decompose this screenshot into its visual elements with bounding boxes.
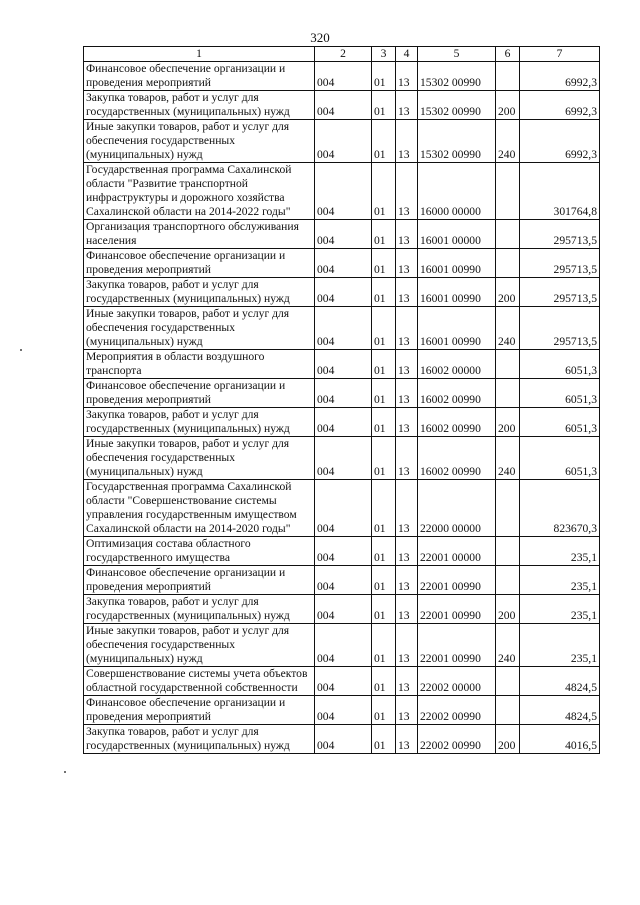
row-section: 01 [372,624,396,667]
row-expense-type: 200 [496,595,520,624]
column-header: 4 [396,47,418,62]
row-expense-type [496,566,520,595]
row-amount: 6992,3 [520,120,600,163]
row-description: Финансовое обеспечение организации и проведения мероприятий [84,566,315,595]
row-expense-type: 200 [496,408,520,437]
row-target-article: 22002 00990 [418,725,496,754]
table-row [84,408,600,437]
row-amount: 6051,3 [520,437,600,480]
row-amount: 235,1 [520,537,600,566]
row-expense-type: 200 [496,725,520,754]
row-subsection: 13 [396,91,418,120]
row-section: 01 [372,667,396,696]
row-amount: 235,1 [520,595,600,624]
table-row [84,566,600,595]
row-ministry-code: 004 [315,91,372,120]
row-subsection: 13 [396,725,418,754]
row-amount: 295713,5 [520,307,600,350]
row-section: 01 [372,278,396,307]
row-description: Закупка товаров, работ и услуг для государственных (муниципальных) нужд [84,91,315,120]
row-ministry-code: 004 [315,379,372,408]
row-expense-type [496,163,520,220]
row-section: 01 [372,566,396,595]
table-header-row [84,47,600,62]
row-amount: 4824,5 [520,696,600,725]
row-subsection: 13 [396,379,418,408]
row-ministry-code: 004 [315,480,372,537]
table-row [84,595,600,624]
row-section: 01 [372,725,396,754]
row-amount: 6051,3 [520,350,600,379]
row-amount: 6992,3 [520,62,600,91]
row-expense-type [496,220,520,249]
table-row [84,624,600,667]
table-row [84,437,600,480]
page-number: 320 [310,30,330,45]
row-target-article: 15302 00990 [418,62,496,91]
column-header: 2 [315,47,372,62]
row-description: Финансовое обеспечение организации и проведения мероприятий [84,62,315,91]
table-row [84,120,600,163]
row-expense-type [496,480,520,537]
row-section: 01 [372,120,396,163]
row-ministry-code: 004 [315,307,372,350]
row-ministry-code: 004 [315,220,372,249]
row-subsection: 13 [396,249,418,278]
table-row [84,667,600,696]
row-description: Иные закупки товаров, работ и услуг для обеспечения государственных (муниципальных) нужд [84,437,315,480]
row-amount: 4824,5 [520,667,600,696]
row-description: Финансовое обеспечение организации и проведения мероприятий [84,249,315,278]
row-ministry-code: 004 [315,408,372,437]
row-target-article: 22000 00000 [418,480,496,537]
row-section: 01 [372,249,396,278]
row-ministry-code: 004 [315,278,372,307]
row-section: 01 [372,696,396,725]
row-subsection: 13 [396,537,418,566]
row-amount: 4016,5 [520,725,600,754]
table-row [84,725,600,754]
row-amount: 235,1 [520,624,600,667]
row-expense-type: 240 [496,307,520,350]
table-body [84,62,600,754]
row-ministry-code: 004 [315,350,372,379]
table-row [84,307,600,350]
row-target-article: 22002 00990 [418,696,496,725]
row-amount: 295713,5 [520,278,600,307]
row-ministry-code: 004 [315,595,372,624]
row-section: 01 [372,595,396,624]
row-amount: 295713,5 [520,249,600,278]
table-row [84,480,600,537]
row-description: Закупка товаров, работ и услуг для государственных (муниципальных) нужд [84,278,315,307]
row-subsection: 13 [396,437,418,480]
row-description: Совершенствование системы учета объектов областной государственной собственности [84,667,315,696]
row-ministry-code: 004 [315,725,372,754]
row-section: 01 [372,480,396,537]
row-subsection: 13 [396,62,418,91]
row-target-article: 15302 00990 [418,120,496,163]
column-header: 7 [520,47,600,62]
row-section: 01 [372,350,396,379]
row-ministry-code: 004 [315,120,372,163]
row-expense-type [496,249,520,278]
column-header: 1 [84,47,315,62]
row-ministry-code: 004 [315,62,372,91]
row-subsection: 13 [396,624,418,667]
row-amount: 6051,3 [520,408,600,437]
row-description: Закупка товаров, работ и услуг для государственных (муниципальных) нужд [84,725,315,754]
row-ministry-code: 004 [315,667,372,696]
row-description: Иные закупки товаров, работ и услуг для обеспечения государственных (муниципальных) нужд [84,624,315,667]
row-description: Закупка товаров, работ и услуг для государственных (муниципальных) нужд [84,595,315,624]
column-header: 6 [496,47,520,62]
row-target-article: 22001 00990 [418,595,496,624]
row-section: 01 [372,537,396,566]
row-target-article: 22002 00000 [418,667,496,696]
row-section: 01 [372,437,396,480]
row-target-article: 15302 00990 [418,91,496,120]
row-description: Иные закупки товаров, работ и услуг для обеспечения государственных (муниципальных) нужд [84,120,315,163]
row-expense-type: 240 [496,437,520,480]
row-ministry-code: 004 [315,566,372,595]
row-section: 01 [372,408,396,437]
row-section: 01 [372,379,396,408]
row-target-article: 16002 00000 [418,350,496,379]
table-row [84,696,600,725]
row-amount: 295713,5 [520,220,600,249]
row-expense-type: 240 [496,624,520,667]
row-expense-type: 200 [496,91,520,120]
row-subsection: 13 [396,350,418,379]
row-target-article: 16000 00000 [418,163,496,220]
row-subsection: 13 [396,307,418,350]
row-description: Закупка товаров, работ и услуг для государственных (муниципальных) нужд [84,408,315,437]
row-section: 01 [372,163,396,220]
row-amount: 6992,3 [520,91,600,120]
table-row [84,163,600,220]
row-expense-type [496,379,520,408]
row-description: Мероприятия в области воздушного транспорта [84,350,315,379]
row-description: Государственная программа Сахалинской области "Совершенствование системы управления государственным имуществом Сахалинской области на 2014-2020 годы" [84,480,315,537]
row-section: 01 [372,220,396,249]
budget-table [83,46,600,754]
row-target-article: 16002 00990 [418,408,496,437]
scan-speck [64,771,66,773]
row-subsection: 13 [396,278,418,307]
column-header: 5 [418,47,496,62]
row-description: Оптимизация состава областного государственного имущества [84,537,315,566]
row-amount: 235,1 [520,566,600,595]
row-subsection: 13 [396,480,418,537]
row-ministry-code: 004 [315,163,372,220]
row-expense-type [496,537,520,566]
row-ministry-code: 004 [315,624,372,667]
table-row [84,537,600,566]
row-description: Организация транспортного обслуживания населения [84,220,315,249]
row-subsection: 13 [396,566,418,595]
row-description: Государственная программа Сахалинской области "Развитие транспортной инфраструктуры и дорожного хозяйства Сахалинской области на 2014-2022 годы" [84,163,315,220]
scan-speck [20,349,22,351]
table-row [84,62,600,91]
table-row [84,220,600,249]
row-section: 01 [372,62,396,91]
row-target-article: 16001 00990 [418,307,496,350]
row-expense-type [496,350,520,379]
column-header: 3 [372,47,396,62]
row-description: Финансовое обеспечение организации и проведения мероприятий [84,696,315,725]
row-section: 01 [372,307,396,350]
table-row [84,91,600,120]
row-amount: 301764,8 [520,163,600,220]
row-ministry-code: 004 [315,437,372,480]
row-expense-type: 200 [496,278,520,307]
table-row [84,350,600,379]
row-description: Иные закупки товаров, работ и услуг для обеспечения государственных (муниципальных) нужд [84,307,315,350]
row-expense-type [496,667,520,696]
row-subsection: 13 [396,408,418,437]
row-subsection: 13 [396,667,418,696]
row-subsection: 13 [396,595,418,624]
row-target-article: 16001 00000 [418,220,496,249]
row-expense-type [496,62,520,91]
table-row [84,278,600,307]
row-target-article: 22001 00000 [418,537,496,566]
table-row [84,249,600,278]
row-subsection: 13 [396,120,418,163]
row-target-article: 16001 00990 [418,249,496,278]
row-target-article: 22001 00990 [418,566,496,595]
row-target-article: 16002 00990 [418,437,496,480]
row-subsection: 13 [396,163,418,220]
row-subsection: 13 [396,696,418,725]
row-expense-type [496,696,520,725]
row-section: 01 [372,91,396,120]
row-ministry-code: 004 [315,537,372,566]
row-ministry-code: 004 [315,696,372,725]
row-target-article: 16002 00990 [418,379,496,408]
row-amount: 6051,3 [520,379,600,408]
row-expense-type: 240 [496,120,520,163]
table-row [84,379,600,408]
row-target-article: 16001 00990 [418,278,496,307]
row-target-article: 22001 00990 [418,624,496,667]
row-ministry-code: 004 [315,249,372,278]
row-description: Финансовое обеспечение организации и проведения мероприятий [84,379,315,408]
row-amount: 823670,3 [520,480,600,537]
row-subsection: 13 [396,220,418,249]
